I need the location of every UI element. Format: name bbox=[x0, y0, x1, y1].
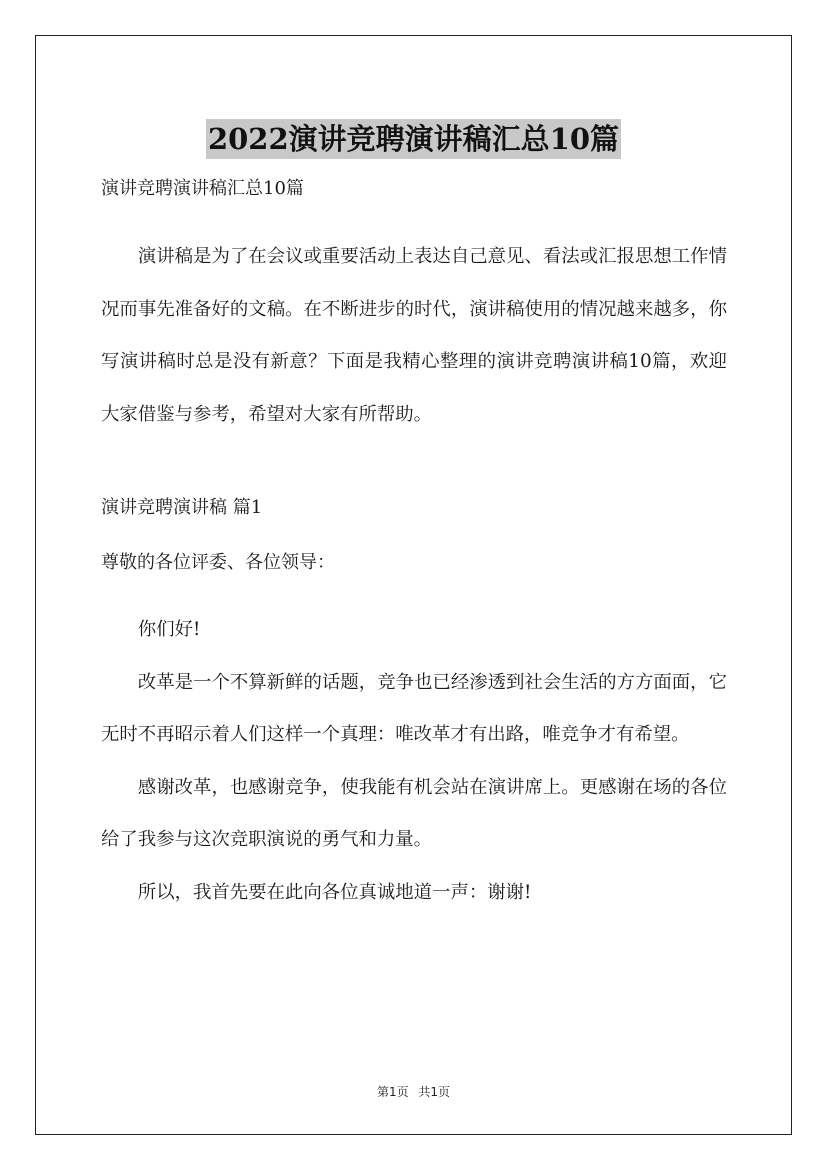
greeting: 你们好! bbox=[137, 619, 201, 640]
page-footer bbox=[0, 1083, 827, 1100]
page-number: 第1页 bbox=[376, 1085, 409, 1099]
title-container bbox=[0, 100, 827, 179]
section-heading: 演讲竞聘演讲稿 篇1 bbox=[101, 497, 263, 518]
page-total: 共1页 bbox=[418, 1085, 451, 1099]
document-title: 2022演讲竞聘演讲稿汇总10篇 bbox=[206, 119, 621, 159]
body-paragraph: 感谢改革，也感谢竞争，使我能有机会站在演讲席上。更感谢在场的各位给了我参与这次竞职演说的勇气和力量。 bbox=[101, 776, 727, 850]
body-paragraph: 所以，我首先要在此向各位真诚地道一声：谢谢! bbox=[137, 881, 532, 903]
body-paragraph: 改革是一个不算新鲜的话题，竞争也已经渗透到社会生活的方方面面，它无时不再昭示着人们这样一个真理：唯改革才有出路，唯竞争才有希望。 bbox=[101, 671, 727, 745]
document-body bbox=[101, 176, 727, 919]
document-subtitle: 演讲竞聘演讲稿汇总10篇 bbox=[101, 178, 304, 199]
intro-paragraph: 演讲稿是为了在会议或重要活动上表达自己意见、看法或汇报思想工作情况而事先准备好的文稿。在不断进步的时代，演讲稿使用的情况越来越多，你写演讲稿时总是没有新意？下面是我精心整理的演讲竞聘演讲稿10篇，欢迎大家借鉴与参考，希望对大家有所帮助。 bbox=[101, 246, 727, 425]
salutation: 尊敬的各位评委、各位领导： bbox=[101, 552, 335, 573]
